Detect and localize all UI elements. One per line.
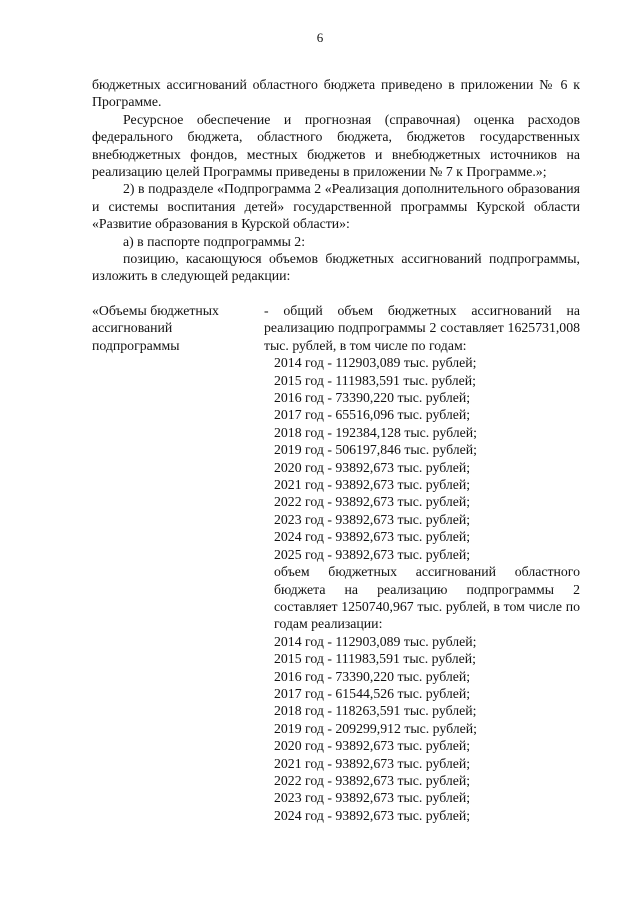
year-line: 2016 год - 73390,220 тыс. рублей; [274, 390, 471, 406]
passport-label-column [92, 302, 260, 354]
year-line: 2020 год - 93892,673 тыс. рублей; [274, 738, 471, 754]
paragraph-subsection-2: 2) в подразделе «Подпрограмма 2 «Реализация дополнительного образования и системы воспитания детей» государственной программы Курской области «Развитие образования в Курской области»: [92, 181, 580, 232]
passport-label-line: ассигнований [92, 320, 173, 336]
body-text [92, 76, 580, 285]
year-line: 2015 год - 111983,591 тыс. рублей; [274, 651, 476, 667]
year-line: 2022 год - 93892,673 тыс. рублей; [274, 494, 471, 510]
year-line: 2017 год - 61544,526 тыс. рублей; [274, 685, 471, 701]
year-line: 2020 год - 93892,673 тыс. рублей; [274, 459, 471, 475]
year-line: 2021 год - 93892,673 тыс. рублей; [274, 477, 471, 493]
year-line: 2014 год - 112903,089 тыс. рублей; [274, 355, 477, 371]
year-line: 2019 год - 506197,846 тыс. рублей; [274, 442, 478, 458]
total-volume-body: общий объем бюджетных ассигнований на реализацию подпрограммы 2 составляет 1625731,008 тыс. рублей, в том числе по годам: [264, 303, 580, 353]
year-line: 2014 год - 112903,089 тыс. рублей; [274, 633, 477, 649]
year-line: 2016 год - 73390,220 тыс. рублей; [274, 668, 471, 684]
year-line: 2025 год - 93892,673 тыс. рублей; [274, 546, 471, 562]
total-dash: - [264, 303, 284, 318]
year-line: 2024 год - 93892,673 тыс. рублей; [274, 807, 471, 823]
paragraph-passport-item: а) в паспорте подпрограммы 2: [123, 233, 306, 249]
page-number: 6 [316, 30, 324, 45]
year-line: 2018 год - 192384,128 тыс. рублей; [274, 424, 478, 440]
year-line: 2021 год - 93892,673 тыс. рублей; [274, 755, 471, 771]
year-line: 2022 год - 93892,673 тыс. рублей; [274, 772, 471, 788]
year-line: 2017 год - 65516,096 тыс. рублей; [274, 407, 471, 423]
year-line: 2024 год - 93892,673 тыс. рублей; [274, 529, 471, 545]
paragraph-position-note: позицию, касающуюся объемов бюджетных ассигнований подпрограммы, изложить в следующей редакции: [92, 251, 580, 284]
total-volume-text [264, 302, 580, 354]
paragraph-continuation: бюджетных ассигнований областного бюджета приведено в приложении № 6 к Программе. [92, 77, 580, 110]
passport-label-line: «Объемы бюджетных [92, 303, 219, 318]
total-years-list [264, 354, 580, 563]
year-line: 2015 год - 111983,591 тыс. рублей; [274, 372, 476, 388]
regional-years-list [264, 633, 580, 824]
year-line: 2023 год - 93892,673 тыс. рублей; [274, 790, 471, 806]
year-line: 2019 год - 209299,912 тыс. рублей; [274, 720, 478, 736]
year-line: 2023 год - 93892,673 тыс. рублей; [274, 511, 471, 527]
regional-volume-text: объем бюджетных ассигнований областного бюджета на реализацию подпрограммы 2 составляет 1250740,967 тыс. рублей, в том числе по годам реализации: [274, 564, 580, 632]
passport-label-line: подпрограммы [92, 337, 180, 353]
passport-value-column [264, 302, 580, 824]
year-line: 2018 год - 118263,591 тыс. рублей; [274, 703, 477, 719]
paragraph-resource-provision: Ресурсное обеспечение и прогнозная (справочная) оценка расходов федерального бюджета, областного бюджета, бюджетов государственных внебюджетных фондов, местных бюджетов и внебюджетных источников на реализацию целей Программы приведены в приложении № 7 к Программе.»; [92, 111, 580, 180]
